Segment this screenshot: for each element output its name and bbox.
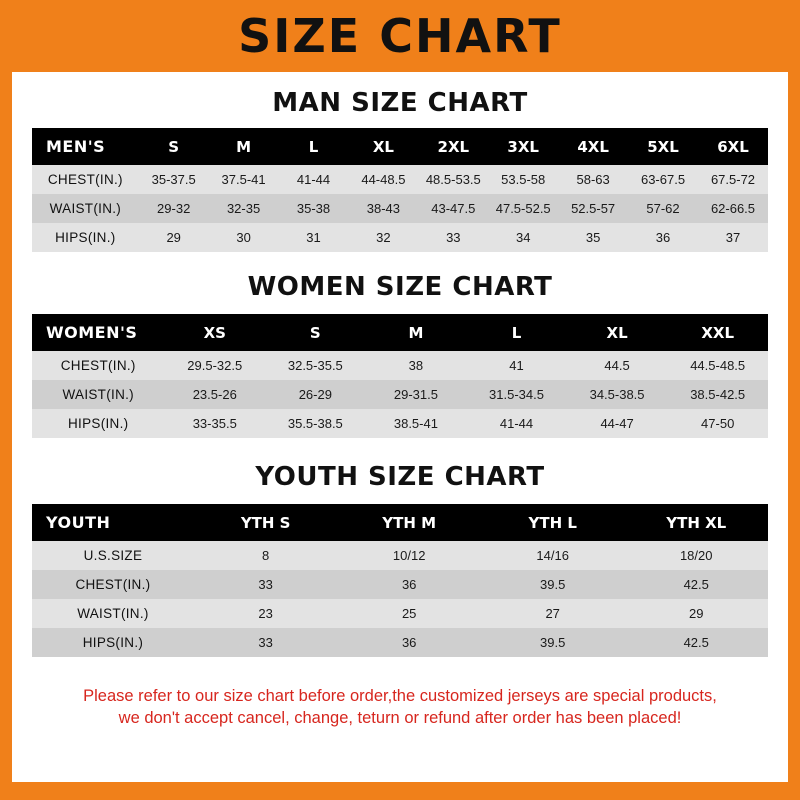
page-title: SIZE CHART <box>238 9 562 63</box>
women-hips-l: 41-44 <box>466 409 567 438</box>
men-hips-m: 30 <box>209 223 279 252</box>
men-col-xl: XL <box>348 128 418 165</box>
women-chest-l: 41 <box>466 351 567 380</box>
men-waist-5xl: 57-62 <box>628 194 698 223</box>
men-hips-label: HIPS(IN.) <box>32 223 139 252</box>
youth-chest-label: CHEST(IN.) <box>32 570 194 599</box>
disclaimer-note <box>32 675 768 736</box>
youth-ussize-xl: 18/20 <box>624 541 768 570</box>
men-chest-4xl: 58-63 <box>558 165 628 194</box>
women-col-m: M <box>366 314 467 351</box>
men-col-4xl: 4XL <box>558 128 628 165</box>
youth-table-body <box>32 541 768 657</box>
men-waist-2xl: 43-47.5 <box>418 194 488 223</box>
women-row-header-label: WOMEN'S <box>32 314 164 351</box>
youth-waist-m: 25 <box>337 599 481 628</box>
youth-hips-m: 36 <box>337 628 481 657</box>
men-header-row <box>32 128 768 165</box>
table-row <box>32 351 768 380</box>
youth-chest-m: 36 <box>337 570 481 599</box>
youth-waist-s: 23 <box>194 599 338 628</box>
men-hips-6xl: 37 <box>698 223 768 252</box>
women-waist-xs: 23.5-26 <box>164 380 265 409</box>
table-row <box>32 570 768 599</box>
women-chest-xxl: 44.5-48.5 <box>667 351 768 380</box>
women-hips-s: 35.5-38.5 <box>265 409 366 438</box>
men-table-body <box>32 165 768 252</box>
youth-size-table <box>32 504 768 657</box>
youth-hips-label: HIPS(IN.) <box>32 628 194 657</box>
women-hips-xl: 44-47 <box>567 409 668 438</box>
women-table-head <box>32 314 768 351</box>
youth-header-row <box>32 504 768 541</box>
youth-ussize-s: 8 <box>194 541 338 570</box>
women-chest-xs: 29.5-32.5 <box>164 351 265 380</box>
women-size-table <box>32 314 768 438</box>
women-waist-s: 26-29 <box>265 380 366 409</box>
men-chest-label: CHEST(IN.) <box>32 165 139 194</box>
youth-ussize-l: 14/16 <box>481 541 625 570</box>
content-area <box>12 72 788 782</box>
women-col-s: S <box>265 314 366 351</box>
disclaimer-line-2: we don't accept cancel, change, teturn or refund after order has been placed! <box>118 709 682 728</box>
men-row-header-label: MEN'S <box>32 128 139 165</box>
bottom-accent-bar <box>0 782 800 800</box>
men-waist-3xl: 47.5-52.5 <box>488 194 558 223</box>
men-col-m: M <box>209 128 279 165</box>
men-hips-l: 31 <box>279 223 349 252</box>
men-hips-3xl: 34 <box>488 223 558 252</box>
disclaimer-line-1: Please refer to our size chart before order,the customized jerseys are special products, <box>83 687 717 705</box>
youth-waist-l: 27 <box>481 599 625 628</box>
men-table-head <box>32 128 768 165</box>
youth-col-l: YTH L <box>481 504 625 541</box>
women-hips-xs: 33-35.5 <box>164 409 265 438</box>
women-hips-m: 38.5-41 <box>366 409 467 438</box>
men-col-3xl: 3XL <box>488 128 558 165</box>
table-row <box>32 541 768 570</box>
table-row <box>32 165 768 194</box>
women-header-row <box>32 314 768 351</box>
youth-hips-xl: 42.5 <box>624 628 768 657</box>
men-waist-4xl: 52.5-57 <box>558 194 628 223</box>
table-row <box>32 223 768 252</box>
table-row <box>32 599 768 628</box>
women-hips-xxl: 47-50 <box>667 409 768 438</box>
women-chest-s: 32.5-35.5 <box>265 351 366 380</box>
women-waist-xl: 34.5-38.5 <box>567 380 668 409</box>
women-hips-label: HIPS(IN.) <box>32 409 164 438</box>
youth-hips-l: 39.5 <box>481 628 625 657</box>
men-hips-5xl: 36 <box>628 223 698 252</box>
header-bar <box>0 0 800 72</box>
men-col-2xl: 2XL <box>418 128 488 165</box>
youth-ussize-label: U.S.SIZE <box>32 541 194 570</box>
men-waist-m: 32-35 <box>209 194 279 223</box>
women-chest-xl: 44.5 <box>567 351 668 380</box>
women-section-title: WOMEN SIZE CHART <box>247 272 553 302</box>
table-row <box>32 194 768 223</box>
men-chest-5xl: 63-67.5 <box>628 165 698 194</box>
men-section-title: MAN SIZE CHART <box>272 88 528 118</box>
women-waist-l: 31.5-34.5 <box>466 380 567 409</box>
men-hips-4xl: 35 <box>558 223 628 252</box>
men-col-l: L <box>279 128 349 165</box>
youth-col-m: YTH M <box>337 504 481 541</box>
men-chest-2xl: 48.5-53.5 <box>418 165 488 194</box>
women-col-l: L <box>466 314 567 351</box>
women-waist-label: WAIST(IN.) <box>32 380 164 409</box>
women-col-xl: XL <box>567 314 668 351</box>
men-waist-6xl: 62-66.5 <box>698 194 768 223</box>
table-row <box>32 409 768 438</box>
men-chest-6xl: 67.5-72 <box>698 165 768 194</box>
men-waist-l: 35-38 <box>279 194 349 223</box>
women-col-xxl: XXL <box>667 314 768 351</box>
men-waist-xl: 38-43 <box>348 194 418 223</box>
women-table-body <box>32 351 768 438</box>
youth-section-title: YOUTH SIZE CHART <box>255 462 545 492</box>
men-size-table <box>32 128 768 252</box>
table-row <box>32 628 768 657</box>
men-col-s: S <box>139 128 209 165</box>
youth-row-header-label: YOUTH <box>32 504 194 541</box>
youth-chest-l: 39.5 <box>481 570 625 599</box>
men-chest-l: 41-44 <box>279 165 349 194</box>
youth-chest-xl: 42.5 <box>624 570 768 599</box>
men-col-5xl: 5XL <box>628 128 698 165</box>
women-waist-xxl: 38.5-42.5 <box>667 380 768 409</box>
youth-waist-xl: 29 <box>624 599 768 628</box>
men-chest-s: 35-37.5 <box>139 165 209 194</box>
men-hips-s: 29 <box>139 223 209 252</box>
men-hips-2xl: 33 <box>418 223 488 252</box>
men-waist-label: WAIST(IN.) <box>32 194 139 223</box>
women-chest-label: CHEST(IN.) <box>32 351 164 380</box>
youth-col-xl: YTH XL <box>624 504 768 541</box>
table-row <box>32 380 768 409</box>
youth-ussize-m: 10/12 <box>337 541 481 570</box>
women-col-xs: XS <box>164 314 265 351</box>
women-chest-m: 38 <box>366 351 467 380</box>
men-chest-xl: 44-48.5 <box>348 165 418 194</box>
women-waist-m: 29-31.5 <box>366 380 467 409</box>
men-col-6xl: 6XL <box>698 128 768 165</box>
youth-waist-label: WAIST(IN.) <box>32 599 194 628</box>
men-waist-s: 29-32 <box>139 194 209 223</box>
youth-table-head <box>32 504 768 541</box>
youth-col-s: YTH S <box>194 504 338 541</box>
men-chest-3xl: 53.5-58 <box>488 165 558 194</box>
men-chest-m: 37.5-41 <box>209 165 279 194</box>
youth-chest-s: 33 <box>194 570 338 599</box>
men-hips-xl: 32 <box>348 223 418 252</box>
youth-hips-s: 33 <box>194 628 338 657</box>
